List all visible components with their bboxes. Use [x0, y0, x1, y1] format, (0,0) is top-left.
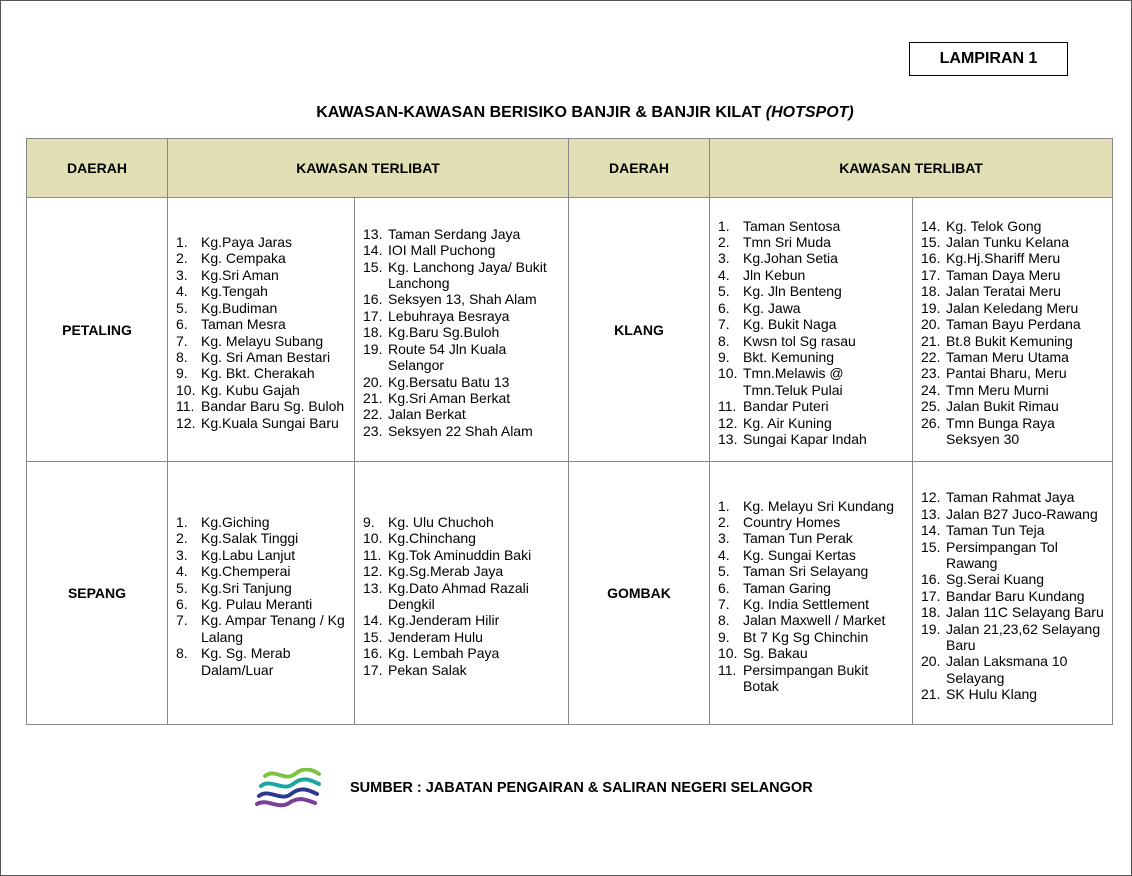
area-list: [176, 514, 348, 678]
hotspot-table: [26, 138, 1113, 725]
item-number: 15.: [921, 234, 941, 251]
item-number: 13.: [363, 225, 383, 242]
item-text: Kg. Melayu Sri Kundang: [743, 497, 894, 514]
item-number: 14.: [921, 522, 941, 539]
item-text: Taman Mesra: [201, 316, 286, 333]
table-row: [27, 198, 1113, 462]
item-text: Sungai Kapar Indah: [743, 430, 867, 447]
header-daerah-left: DAERAH: [27, 139, 168, 198]
item-number: 5.: [718, 563, 730, 580]
item-number: 9.: [718, 628, 730, 645]
item-number: 4.: [718, 546, 730, 563]
item-text: Kg. Jln Benteng: [743, 283, 842, 300]
list-item: [921, 349, 1106, 365]
list-item: [363, 291, 562, 307]
item-text: Taman Rahmat Jaya: [946, 489, 1075, 506]
item-text: Jenderam Hulu: [388, 628, 483, 645]
list-item: [718, 250, 906, 266]
item-number: 2.: [176, 250, 188, 267]
item-number: 13.: [921, 505, 941, 522]
list-item: [176, 530, 348, 546]
item-number: 13.: [718, 430, 738, 447]
item-number: 8.: [718, 612, 730, 629]
list-item: [363, 308, 562, 324]
list-item: [921, 522, 1106, 538]
item-text: Pantai Bharu, Meru: [946, 365, 1067, 382]
header-kawasan-left: KAWASAN TERLIBAT: [168, 139, 569, 198]
item-text: Kg.Sri Aman: [201, 266, 279, 283]
item-number: 17.: [363, 661, 383, 678]
item-number: 18.: [921, 604, 941, 621]
list-item: [718, 612, 906, 628]
list-item: [363, 423, 562, 439]
item-number: 11.: [718, 398, 737, 415]
item-text: Kg.Dato Ahmad Razali Dengkil: [388, 579, 529, 612]
item-number: 3.: [176, 546, 188, 563]
area-column-2: [355, 198, 569, 462]
item-text: SK Hulu Klang: [946, 686, 1038, 703]
list-item: [718, 415, 906, 431]
item-text: Kg.Kuala Sungai Baru: [201, 414, 339, 431]
item-text: Kg.Bersatu Batu 13: [388, 373, 510, 390]
item-text: Route 54 Jln Kuala Selangor: [388, 340, 507, 374]
list-item: [176, 333, 348, 349]
item-text: Kg. Kubu Gajah: [201, 381, 300, 398]
item-text: Jln Kebun: [743, 266, 806, 283]
list-item: [176, 645, 348, 678]
item-text: Taman Sentosa: [743, 217, 841, 234]
item-number: 19.: [921, 620, 941, 637]
document-title: [0, 104, 1132, 122]
list-item: [718, 398, 906, 414]
item-number: 6.: [718, 579, 730, 596]
item-number: 12.: [921, 489, 941, 506]
item-number: 18.: [363, 324, 383, 341]
area-column-1: [710, 462, 913, 725]
list-item: [363, 580, 562, 613]
item-text: Kg.Salak Tinggi: [201, 530, 299, 547]
list-item: [363, 324, 562, 340]
list-item: [176, 547, 348, 563]
item-number: 5.: [176, 299, 188, 316]
item-number: 8.: [176, 645, 188, 662]
item-text: Taman Sri Selayang: [743, 563, 869, 580]
table-header-row: [27, 139, 1113, 198]
item-text: Sg.Serai Kuang: [946, 571, 1045, 588]
item-text: Taman Tun Teja: [946, 522, 1045, 539]
list-item: [718, 645, 906, 661]
item-number: 17.: [363, 307, 383, 324]
list-item: [921, 382, 1106, 398]
list-item: [718, 547, 906, 563]
item-text: Taman Tun Perak: [743, 530, 853, 547]
item-number: 8.: [718, 332, 730, 349]
item-number: 16.: [921, 250, 941, 267]
list-item: [921, 300, 1106, 316]
item-text: Seksyen 22 Shah Alam: [388, 422, 533, 439]
area-list: [921, 218, 1106, 448]
header-kawasan-right: KAWASAN TERLIBAT: [710, 139, 1113, 198]
list-item: [718, 498, 906, 514]
item-number: 9.: [176, 365, 188, 382]
area-column-1: [710, 198, 913, 462]
list-item: [718, 431, 906, 447]
item-number: 12.: [176, 414, 196, 431]
list-item: [363, 645, 562, 661]
item-text: Kg. India Settlement: [743, 596, 870, 612]
area-list: [363, 226, 562, 439]
item-number: 6.: [176, 316, 188, 333]
item-number: 10.: [718, 365, 738, 382]
list-item: [718, 365, 906, 398]
item-text: Kg.Giching: [201, 513, 270, 530]
list-item: [718, 316, 906, 332]
list-item: [176, 398, 348, 414]
item-number: 13.: [363, 579, 383, 596]
area-column-2: [913, 198, 1113, 462]
item-number: 21.: [921, 686, 941, 703]
item-text: Jalan Maxwell / Market: [743, 612, 886, 629]
item-text: Kg. Lanchong Jaya/ Bukit Lanchong: [388, 258, 547, 292]
item-text: Kg. Bukit Naga: [743, 316, 837, 333]
list-item: [921, 316, 1106, 332]
list-item: [718, 580, 906, 596]
area-list: [718, 498, 906, 695]
list-item: [176, 250, 348, 266]
source-text: SUMBER : JABATAN PENGAIRAN & SALIRAN NEGERI SELANGOR: [350, 780, 813, 796]
list-item: [176, 267, 348, 283]
item-number: 15.: [363, 258, 383, 275]
list-item: [363, 530, 562, 546]
item-text: Jalan Tunku Kelana: [946, 234, 1069, 251]
list-item: [718, 530, 906, 546]
district-name: KLANG: [569, 198, 710, 462]
item-text: Bandar Baru Sg. Buloh: [201, 398, 345, 415]
item-text: Kg. Air Kuning: [743, 414, 832, 431]
item-number: 14.: [363, 612, 383, 629]
list-item: [363, 662, 562, 678]
list-item: [176, 415, 348, 431]
list-item: [176, 316, 348, 332]
item-text: Jalan Laksmana 10 Selayang: [946, 653, 1068, 686]
list-item: [363, 547, 562, 563]
item-text: Kg.Chemperai: [201, 563, 291, 580]
list-item: [363, 612, 562, 628]
item-text: Jalan 21,23,62 Selayang Baru: [946, 620, 1101, 654]
item-number: 25.: [921, 398, 941, 415]
item-text: Kg.Jenderam Hilir: [388, 612, 500, 629]
item-text: Bt.8 Bukit Kemuning: [946, 332, 1073, 349]
item-text: Bkt. Kemuning: [743, 348, 835, 365]
item-text: Persimpangan Tol Rawang: [946, 538, 1058, 571]
item-number: 10.: [718, 645, 738, 662]
item-number: 7.: [718, 316, 730, 333]
item-number: 23.: [921, 365, 941, 382]
item-number: 14.: [921, 217, 941, 234]
item-number: 11.: [363, 546, 382, 563]
item-number: 2.: [718, 234, 730, 251]
item-text: Bandar Puteri: [743, 398, 829, 415]
list-item: [718, 596, 906, 612]
list-item: [718, 267, 906, 283]
list-item: [921, 686, 1106, 702]
item-number: 20.: [921, 316, 941, 333]
item-number: 2.: [718, 513, 730, 530]
list-item: [921, 234, 1106, 250]
item-number: 12.: [363, 563, 383, 580]
list-item: [718, 300, 906, 316]
item-number: 5.: [176, 579, 188, 596]
area-column-1: [168, 462, 355, 725]
item-number: 15.: [363, 628, 383, 645]
item-text: Kg. Jawa: [743, 299, 801, 316]
item-text: Kg. Sungai Kertas: [743, 546, 856, 563]
list-item: [363, 242, 562, 258]
item-number: 19.: [921, 299, 941, 316]
item-text: Persimpangan Bukit Botak: [743, 661, 869, 695]
item-text: Kg. Cempaka: [201, 250, 286, 267]
item-text: Kg. Bkt. Cherakah: [201, 365, 315, 382]
item-text: Kg. Pulau Meranti: [201, 596, 313, 612]
list-item: [176, 612, 348, 645]
area-column-2: [913, 462, 1113, 725]
item-number: 24.: [921, 381, 941, 398]
item-text: Kg. Ampar Tenang / Kg Lalang: [201, 612, 345, 645]
item-text: Seksyen 13, Shah Alam: [388, 291, 537, 308]
item-number: 10.: [176, 381, 196, 398]
item-text: Tmn Bunga Raya Seksyen 30: [946, 414, 1055, 447]
list-item: [718, 629, 906, 645]
item-number: 9.: [718, 348, 730, 365]
area-list: [176, 234, 348, 431]
item-text: Jalan Keledang Meru: [946, 299, 1079, 316]
list-item: [363, 406, 562, 422]
item-number: 23.: [363, 422, 383, 439]
list-item: [718, 333, 906, 349]
item-number: 5.: [718, 283, 730, 300]
item-number: 7.: [176, 332, 188, 349]
jps-logo-icon: [255, 768, 323, 808]
title-main: KAWASAN-KAWASAN BERISIKO BANJIR & BANJIR KILAT: [316, 104, 762, 121]
item-number: 21.: [363, 389, 383, 406]
list-item: [921, 398, 1106, 414]
item-text: Jalan Berkat: [388, 406, 466, 423]
item-text: Tmn Meru Murni: [946, 381, 1049, 398]
item-number: 21.: [921, 332, 941, 349]
item-text: Jalan Bukit Rimau: [946, 398, 1059, 415]
list-item: [176, 349, 348, 365]
item-text: Kg.Paya Jaras: [201, 234, 293, 251]
item-text: Kg. Melayu Subang: [201, 332, 324, 349]
item-number: 3.: [718, 250, 730, 267]
item-text: Taman Daya Meru: [946, 266, 1061, 283]
item-text: Kg.Sg.Merab Jaya: [388, 563, 504, 580]
list-item: [363, 374, 562, 390]
item-text: Taman Bayu Perdana: [946, 316, 1081, 333]
item-number: 18.: [921, 283, 941, 300]
item-text: Bt 7 Kg Sg Chinchin: [743, 628, 869, 645]
list-item: [921, 489, 1106, 505]
item-number: 16.: [363, 645, 383, 662]
list-item: [921, 604, 1106, 620]
list-item: [921, 415, 1106, 448]
item-number: 1.: [718, 497, 730, 514]
lampiran-label: LAMPIRAN 1: [909, 42, 1068, 76]
list-item: [921, 365, 1106, 381]
item-number: 22.: [363, 406, 383, 423]
list-item: [921, 506, 1106, 522]
item-text: Kg.Sri Tanjung: [201, 579, 292, 596]
item-text: Bandar Baru Kundang: [946, 587, 1085, 604]
item-number: 9.: [363, 513, 375, 530]
item-number: 3.: [718, 530, 730, 547]
district-name: GOMBAK: [569, 462, 710, 725]
item-text: Kg. Sg. Merab Dalam/Luar: [201, 645, 291, 678]
title-italic: (HOTSPOT): [765, 104, 854, 121]
list-item: [921, 588, 1106, 604]
list-item: [921, 653, 1106, 686]
item-number: 15.: [921, 538, 941, 555]
item-number: 4.: [718, 266, 730, 283]
item-number: 2.: [176, 530, 188, 547]
list-item: [718, 349, 906, 365]
list-item: [363, 629, 562, 645]
item-number: 6.: [176, 596, 188, 612]
list-item: [921, 218, 1106, 234]
list-item: [176, 234, 348, 250]
item-text: Sg. Bakau: [743, 645, 808, 662]
district-name: PETALING: [27, 198, 168, 462]
item-number: 11.: [176, 398, 195, 415]
item-text: Kg.Budiman: [201, 299, 278, 316]
item-text: Taman Garing: [743, 579, 831, 596]
area-list: [363, 514, 562, 678]
area-column-1: [168, 198, 355, 462]
list-item: [718, 563, 906, 579]
item-number: 20.: [363, 373, 383, 390]
item-text: Tmn Sri Muda: [743, 234, 831, 251]
item-text: Kg. Sri Aman Bestari: [201, 348, 331, 365]
header-daerah-right: DAERAH: [569, 139, 710, 198]
item-number: 26.: [921, 414, 941, 431]
area-column-2: [355, 462, 569, 725]
item-text: Kg.Tok Aminuddin Baki: [388, 546, 532, 563]
item-text: Kg.Labu Lanjut: [201, 546, 296, 563]
footer: [255, 768, 875, 808]
item-text: IOI Mall Puchong: [388, 242, 496, 259]
list-item: [921, 571, 1106, 587]
item-text: Kg.Johan Setia: [743, 250, 838, 267]
list-item: [363, 341, 562, 374]
item-number: 7.: [176, 612, 188, 629]
item-number: 1.: [176, 513, 188, 530]
list-item: [718, 283, 906, 299]
item-number: 17.: [921, 266, 941, 283]
item-text: Kg.Chinchang: [388, 530, 476, 547]
list-item: [718, 218, 906, 234]
item-text: Kg.Sri Aman Berkat: [388, 389, 511, 406]
item-number: 8.: [176, 348, 188, 365]
list-item: [363, 563, 562, 579]
area-list: [718, 218, 906, 448]
district-name: SEPANG: [27, 462, 168, 725]
list-item: [363, 259, 562, 292]
list-item: [176, 563, 348, 579]
item-text: Jalan 11C Selayang Baru: [946, 604, 1104, 621]
item-number: 17.: [921, 587, 941, 604]
item-number: 16.: [363, 291, 383, 308]
list-item: [176, 300, 348, 316]
item-number: 22.: [921, 348, 941, 365]
item-text: Taman Serdang Jaya: [388, 225, 521, 242]
item-text: Country Homes: [743, 513, 841, 530]
area-list: [921, 489, 1106, 702]
list-item: [921, 250, 1106, 266]
list-item: [176, 283, 348, 299]
list-item: [176, 580, 348, 596]
list-item: [718, 514, 906, 530]
item-number: 3.: [176, 266, 188, 283]
item-text: Taman Meru Utama: [946, 348, 1069, 365]
item-number: 4.: [176, 283, 188, 300]
list-item: [363, 226, 562, 242]
item-number: 1.: [176, 234, 188, 251]
item-number: 4.: [176, 563, 188, 580]
list-item: [363, 390, 562, 406]
item-text: Kg. Ulu Chuchoh: [388, 513, 494, 530]
list-item: [921, 283, 1106, 299]
list-item: [176, 382, 348, 398]
item-number: 16.: [921, 571, 941, 588]
item-number: 7.: [718, 596, 730, 612]
list-item: [176, 596, 348, 612]
list-item: [176, 514, 348, 530]
item-number: 12.: [718, 414, 738, 431]
item-text: Kg.Hj.Shariff Meru: [946, 250, 1061, 267]
item-text: Pekan Salak: [388, 661, 467, 678]
table-row: [27, 462, 1113, 725]
item-number: 20.: [921, 653, 941, 670]
list-item: [176, 365, 348, 381]
item-text: Kg. Lembah Paya: [388, 645, 500, 662]
item-text: Kwsn tol Sg rasau: [743, 332, 856, 349]
list-item: [363, 514, 562, 530]
item-number: 19.: [363, 340, 383, 357]
item-number: 11.: [718, 661, 737, 678]
item-text: Jalan Teratai Meru: [946, 283, 1061, 300]
list-item: [921, 267, 1106, 283]
item-text: Kg.Baru Sg.Buloh: [388, 324, 500, 341]
item-number: 6.: [718, 299, 730, 316]
list-item: [921, 333, 1106, 349]
item-number: 14.: [363, 242, 383, 259]
list-item: [718, 234, 906, 250]
item-text: Kg.Tengah: [201, 283, 268, 300]
item-number: 10.: [363, 530, 383, 547]
list-item: [921, 621, 1106, 654]
item-text: Jalan B27 Juco-Rawang: [946, 505, 1098, 522]
item-text: Lebuhraya Besraya: [388, 307, 510, 324]
item-number: 1.: [718, 217, 730, 234]
item-text: Kg. Telok Gong: [946, 217, 1042, 234]
item-text: Tmn.Melawis @ Tmn.Teluk Pulai: [743, 365, 844, 398]
list-item: [921, 539, 1106, 572]
list-item: [718, 662, 906, 695]
